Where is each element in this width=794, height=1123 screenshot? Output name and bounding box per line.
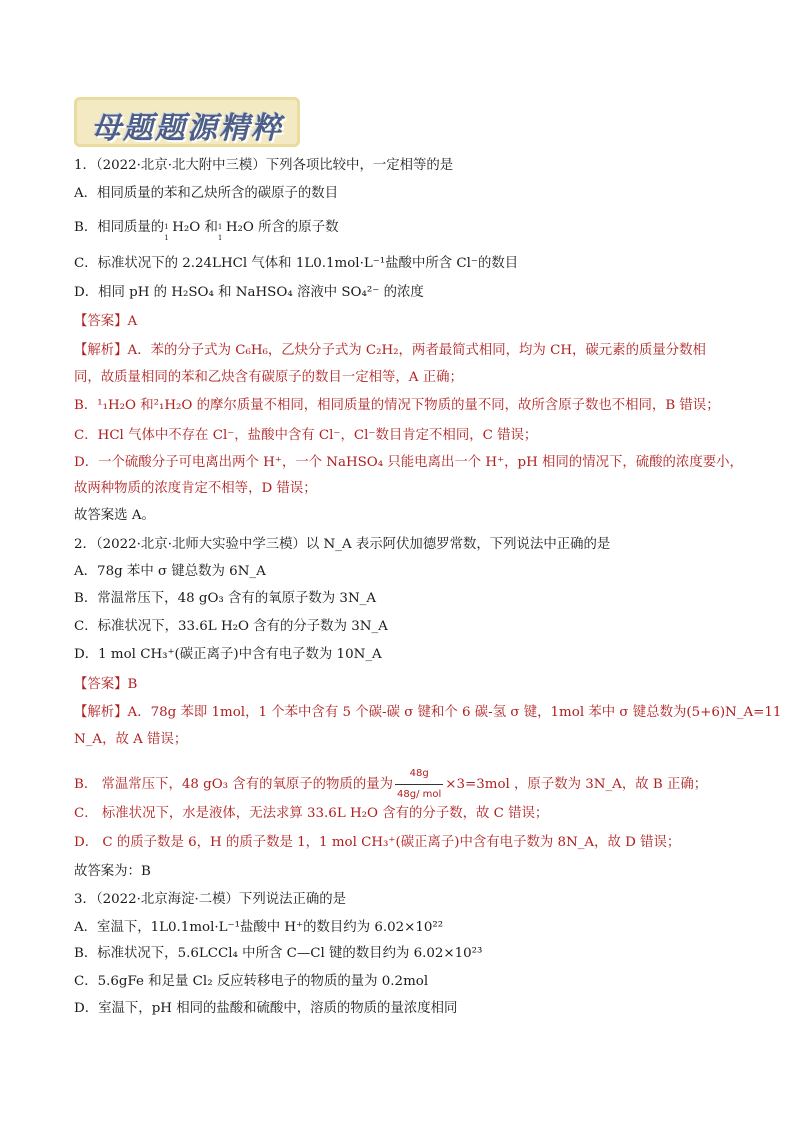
q3-option-a: A．室温下，1L0.1mol·L⁻¹盐酸中 H⁺的数目约为 6.02×10²²: [74, 920, 444, 935]
q2-explanation-2: N_A，故 A 错误；: [74, 732, 188, 747]
q1-stem: 1．（2022·北京·北大附中三模）下列各项比较中，一定相等的是: [74, 158, 454, 173]
q2-explanation-4: C． 标准状况下，水是液体，无法求算 33.6L H₂O 含有的分子数，故 C 错误；: [74, 806, 549, 821]
isotope-1h: 1 1: [164, 222, 169, 242]
q2-explanation-5: D． C 的质子数是 6，H 的质子数是 1，1 mol CH₃⁺(碳正离子)中含有电子数为 8N_A，故 D 错误；: [74, 835, 681, 850]
q1-option-c: C．标准状况下的 2.24LHCl 气体和 1L0.1mol·L⁻¹盐酸中所含 Cl⁻的数目: [74, 256, 519, 271]
q1-explanation-2: 同，故质量相同的苯和乙炔含有碳原子的数目一定相等，A 正确；: [74, 370, 463, 385]
fraction-denominator: 48g/ mol: [397, 789, 442, 800]
q2-explanation-3: [74, 764, 707, 805]
q1-explanation-5: D．一个硫酸分子可电离出两个 H⁺，一个 NaHSO₄ 只能电离出一个 H⁺，pH 相同的情况下，硫酸的浓度要小，: [74, 455, 743, 470]
q1-explanation-1: 【解析】A．苯的分子式为 C₆H₆，乙炔分子式为 C₂H₂，两者最简式相同，均为 CH，碳元素的质量分数相: [74, 343, 706, 358]
q3-option-c: C．5.6gFe 和足量 Cl₂ 反应转移电子的物质的量为 0.2mol: [74, 974, 429, 989]
section-banner: [74, 97, 300, 147]
q1-option-b-pre: B．相同质量的: [74, 220, 165, 235]
fraction-numerator: 48g: [395, 764, 443, 785]
q3-option-b: B．标准状况下，5.6LCCl₄ 中所含 C—Cl 键的数目约为 6.02×10²³: [74, 946, 483, 961]
q2-option-a: A．78g 苯中 σ 键总数为 6N_A: [74, 564, 266, 579]
q2-conclusion: 故答案为：B: [74, 864, 151, 879]
q1-conclusion: 故答案选 A。: [74, 508, 155, 523]
q1-option-d: D．相同 pH 的 H₂SO₄ 和 NaHSO₄ 溶液中 SO₄²⁻ 的浓度: [74, 285, 424, 300]
q2-explanation-3-pre: B． 常温常压下，48 gO₃ 含有的氧原子的物质的量为: [74, 777, 393, 792]
isotope-2h: 1 1: [217, 222, 223, 242]
q2-stem: 2．（2022·北京·北师大实验中学三模）以 N_A 表示阿伏加德罗常数，下列说法中正确的是: [74, 537, 611, 552]
q2-option-c: C．标准状况下，33.6L H₂O 含有的分子数为 3N_A: [74, 619, 388, 634]
q1-option-a: A．相同质量的苯和乙炔所含的碳原子的数目: [74, 186, 339, 201]
q1-option-b: [74, 218, 339, 242]
q1-explanation-6: 故两种物质的浓度肯定不相等，D 错误；: [74, 481, 317, 496]
molar-fraction: [395, 764, 443, 805]
q1-answer: 【答案】A: [74, 314, 138, 329]
q2-explanation-3-post: ×3=3mol ，原子数为 3N_A，故 B 正确；: [445, 777, 708, 792]
q3-stem: 3．（2022·北京海淀·二模）下列说法正确的是: [74, 892, 347, 907]
q1-option-b-mid: H₂O 和: [172, 220, 218, 235]
q1-explanation-4: C．HCl 气体中不存在 Cl⁻，盐酸中含有 Cl⁻，Cl⁻数目肯定不相同，C 错误；: [74, 428, 538, 443]
q2-answer: 【答案】B: [74, 677, 138, 692]
q3-option-d: D．室温下，pH 相同的盐酸和硫酸中，溶质的物质的量浓度相同: [74, 1001, 458, 1016]
q1-option-b-post: H₂O 所含的原子数: [225, 220, 339, 235]
q2-explanation-1: 【解析】A．78g 苯即 1mol，1 个苯中含有 5 个碳-碳 σ 键和个 6 碳-氢 σ 键，1mol 苯中 σ 键总数为(5+6)N_A=11: [74, 705, 782, 720]
banner-title: 母题题源精粹: [91, 111, 283, 146]
q1-explanation-3: B．¹₁H₂O 和²₁H₂O 的摩尔质量不相同，相同质量的情况下物质的量不同，故所含原子数也不相同，B 错误；: [74, 398, 720, 413]
q2-option-b: B．常温常压下，48 gO₃ 含有的氧原子数为 3N_A: [74, 591, 377, 606]
q2-option-d: D．1 mol CH₃⁺(碳正离子)中含有电子数为 10N_A: [74, 647, 382, 662]
